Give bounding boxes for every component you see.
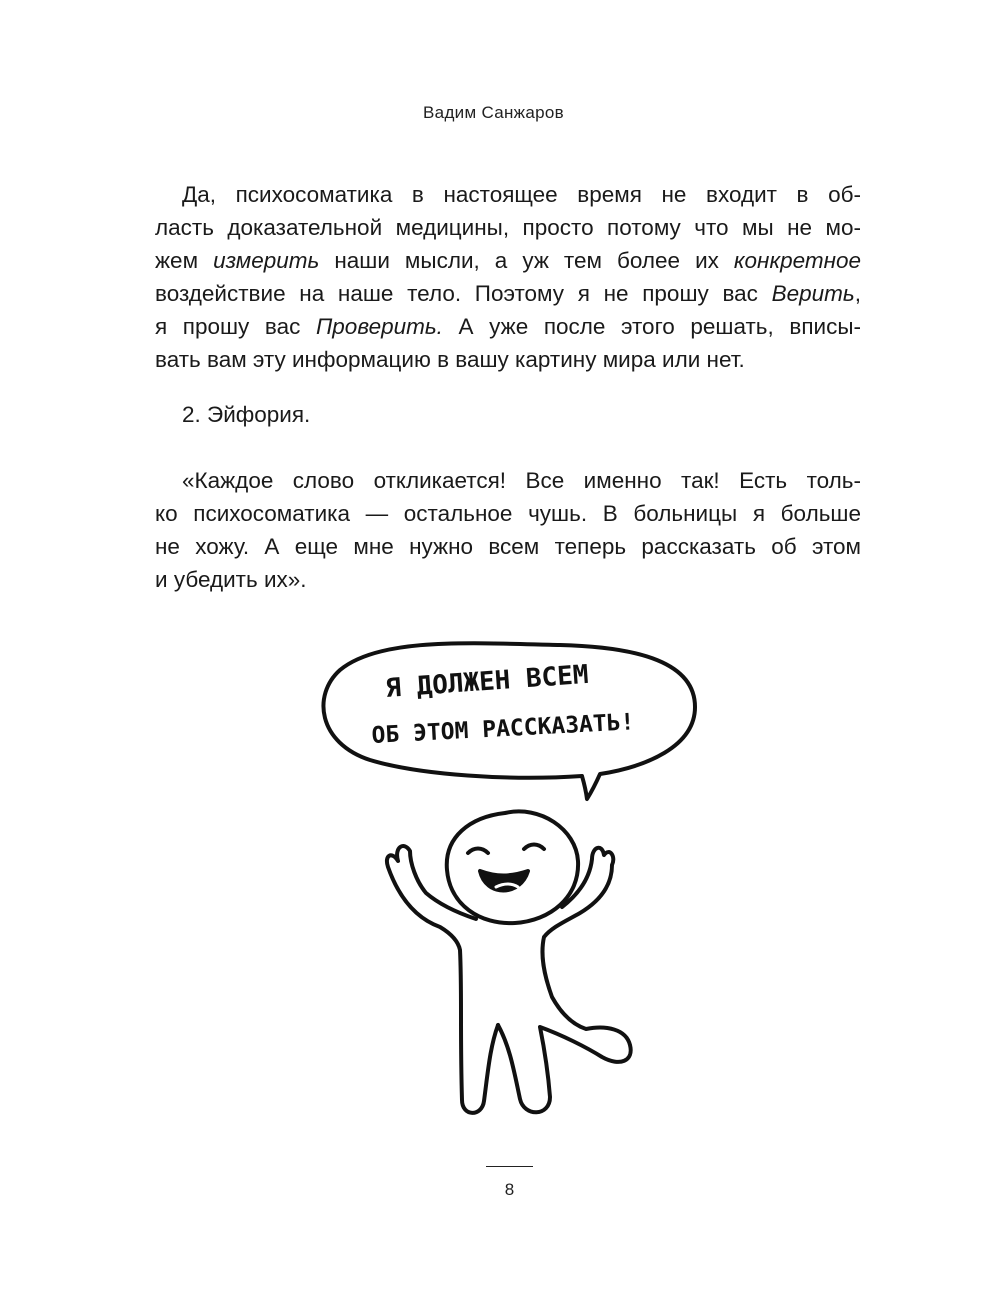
section-heading-text: 2. Эйфория. bbox=[182, 402, 311, 427]
paragraph-line: ласть доказательной медицины, просто потому что мы не мо- bbox=[155, 215, 861, 240]
figure-head bbox=[447, 811, 578, 923]
running-head: Вадим Санжаров bbox=[423, 103, 564, 122]
speech-text: ОБ ЭТОМ РАССКАЗАТЬ! bbox=[370, 709, 636, 749]
illustration-happy-figure bbox=[300, 615, 700, 1135]
paragraph-line bbox=[155, 277, 861, 310]
paragraph-line: не хожу. А еще мне нужно всем теперь рассказать об этом bbox=[155, 534, 861, 559]
figure-body bbox=[387, 846, 498, 1113]
closed-eye bbox=[524, 845, 544, 850]
paragraph-line bbox=[155, 244, 861, 277]
emphasis: Верить bbox=[771, 281, 855, 306]
section-heading bbox=[155, 398, 861, 431]
text-run: А уже после этого решать, вписы- bbox=[442, 314, 861, 339]
paragraph-line: вать вам эту информацию в вашу картину мира или нет. bbox=[155, 347, 745, 372]
paragraph-quote bbox=[155, 464, 861, 596]
emphasis: измерить bbox=[213, 248, 320, 273]
text-run: наши мысли, а уж тем более их bbox=[319, 248, 734, 273]
text-run: воздействие на наше тело. Поэтому я не прошу вас bbox=[155, 281, 772, 306]
text-run: жем bbox=[155, 248, 214, 273]
paragraph-psychosomatics bbox=[155, 178, 861, 376]
closed-eye bbox=[468, 849, 488, 854]
emphasis: Проверить. bbox=[315, 314, 443, 339]
speech-text: Я ДОЛЖЕН ВСЕМ bbox=[384, 659, 590, 704]
paragraph-line: и убедить их». bbox=[155, 567, 307, 592]
emphasis: конкретное bbox=[733, 248, 861, 273]
paragraph-line: «Каждое слово откликается! Все именно так! Есть толь- bbox=[182, 468, 861, 493]
page-number: 8 bbox=[504, 1180, 515, 1199]
text-run: , bbox=[854, 281, 861, 306]
paragraph-line: ко психосоматика — остальное чушь. В больницы я больше bbox=[155, 501, 861, 526]
footer-divider bbox=[486, 1166, 533, 1167]
smile-mouth bbox=[480, 871, 528, 891]
paragraph-line: Да, психосоматика в настоящее время не входит в об- bbox=[182, 182, 861, 207]
text-run: я прошу вас bbox=[155, 314, 316, 339]
paragraph-line bbox=[155, 310, 861, 343]
